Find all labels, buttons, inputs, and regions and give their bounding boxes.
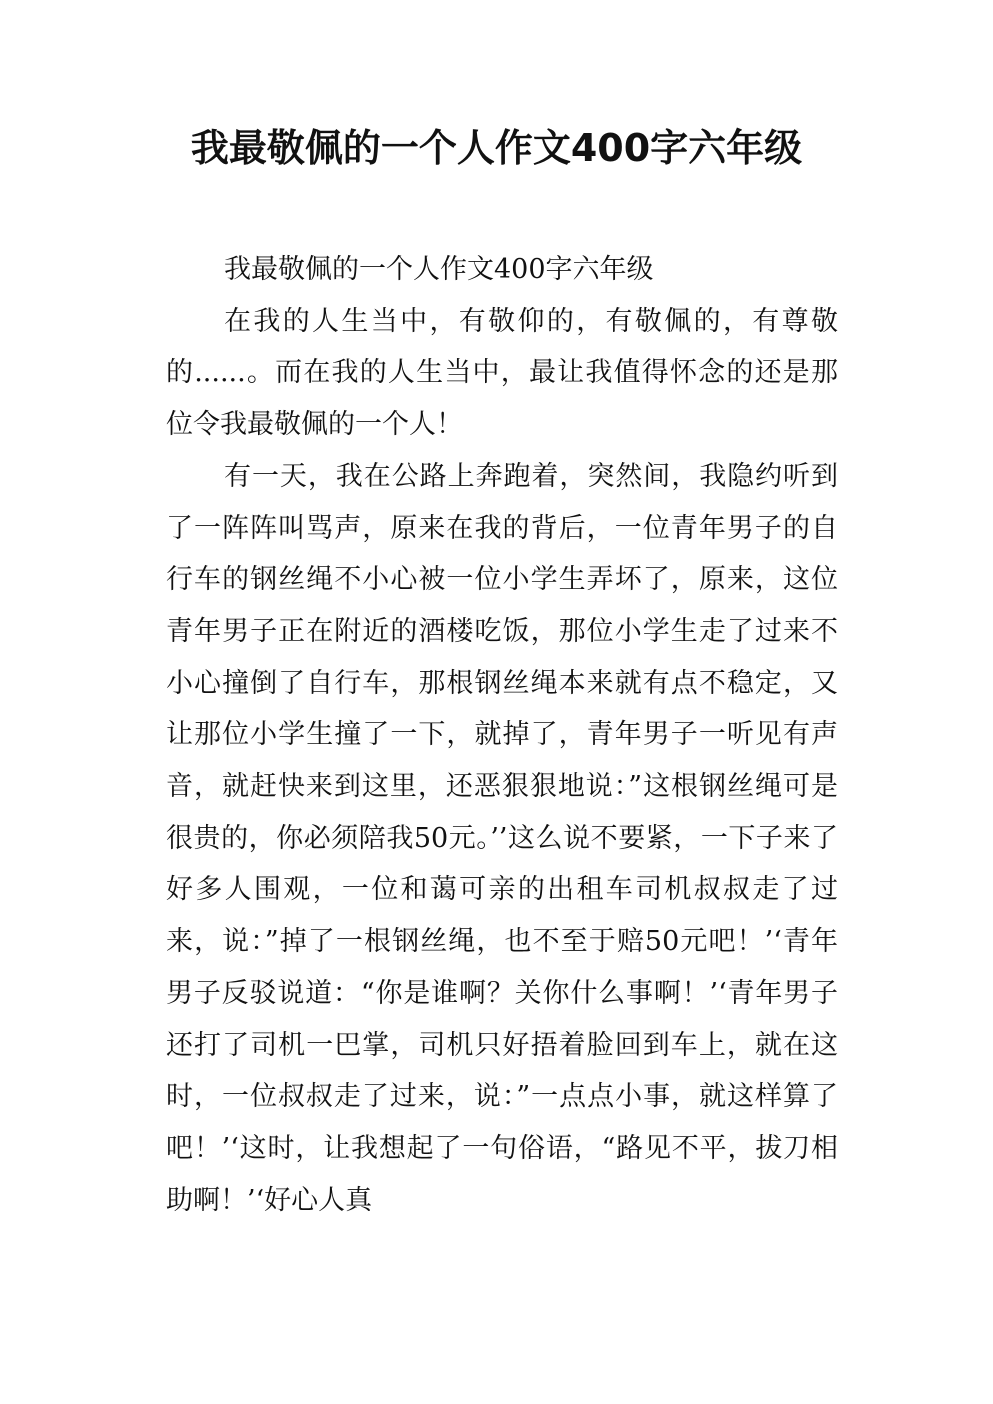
paragraph-story: 有一天，我在公路上奔跑着，突然间，我隐约听到了一阵阵叫骂声，原来在我的背后，一位青年男子的自行车的钢丝绳不小心被一位小学生弄坏了，原来，这位青年男子正在附近的酒楼吃饭，那位小学生走了过来不小心撞倒了自行车，那根钢丝绳本来就有点不稳定，又让那位小学生撞了一下，就掉了，青年男子一听见有声音，就赶快来到这里，还恶狠狠地说：”这根钢丝绳可是很贵的，你必须陪我50元。’’这么说不要紧，一下子来了好多人围观，一位和蔼可亲的出租车司机叔叔走了过来，说：”掉了一根钢丝绳，也不至于赔50元吧！’‘青年男子反驳说道：“你是谁啊？关你什么事啊！’‘青年男子还打了司机一巴掌，司机只好捂着脸回到车上，就在这时，一位叔叔走了过来，说：”一点点小事，就这样算了吧！’‘这时，让我想起了一句俗语，“路见不平，拔刀相助啊！’‘好心人真 xyxy=(166,460,838,1216)
document-title: 我最敬佩的一个人作文400字六年级 xyxy=(190,126,803,170)
document-body xyxy=(166,244,838,1226)
paragraph-intro: 在我的人生当中，有敬仰的，有敬佩的，有尊敬的......。而在我的人生当中，最让我值得怀念的还是那位令我最敬佩的一个人！ xyxy=(166,305,838,441)
paragraph-heading-repeat: 我最敬佩的一个人作文400字六年级 xyxy=(224,254,654,285)
